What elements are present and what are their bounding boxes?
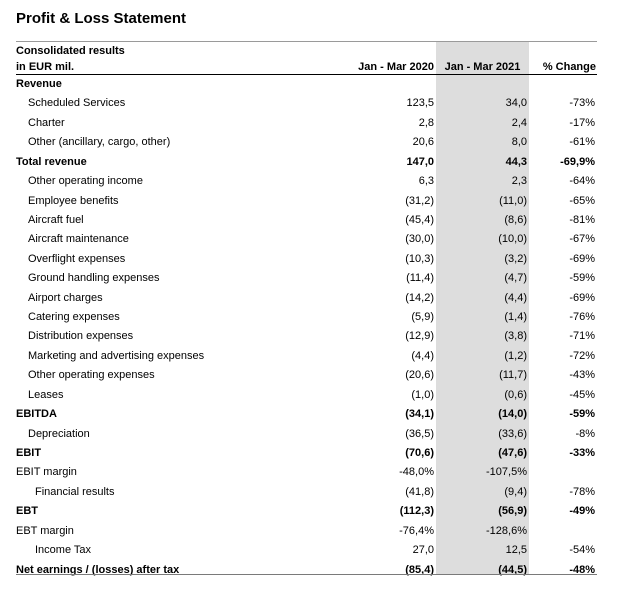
value-2021: (14,0) [498,408,527,421]
row-label: Airport charges [28,291,103,304]
value-change: -67% [569,233,595,246]
value-2021: (10,0) [498,233,527,246]
value-2021: (1,4) [504,311,527,324]
row-label: Net earnings / (losses) after tax [16,563,180,576]
value-change: -69% [569,252,595,265]
table-row [16,172,597,191]
value-2021: (0,6) [504,388,527,401]
value-change: -64% [569,175,595,188]
value-change: -8% [575,427,595,440]
row-label: Financial results [35,485,115,498]
row-label: Ground handling expenses [28,272,160,285]
row-label: Leases [28,388,64,401]
value-2021: (1,2) [504,349,527,362]
value-change: -59% [569,272,595,285]
value-change: -48% [569,563,595,576]
table-row [16,463,597,482]
row-label: Other operating expenses [28,369,155,382]
value-2021: (3,2) [504,252,527,265]
value-change: -65% [569,194,595,207]
table-row [16,502,597,521]
header-label-line2: in EUR mil. [16,61,75,73]
row-label: Aircraft maintenance [28,233,129,246]
value-change: -78% [569,485,595,498]
table-row [16,561,597,580]
value-change: -69% [569,291,595,304]
value-2020: (31,2) [405,194,434,207]
value-2021: (47,6) [498,447,527,460]
value-2021: (44,5) [498,563,527,576]
value-2020: (10,3) [405,252,434,265]
table-row [16,192,597,211]
value-2020: 6,3 [418,175,434,188]
table-row [16,308,597,327]
value-2021: (33,6) [498,427,527,440]
page-title: Profit & Loss Statement [16,10,187,27]
value-2021: -128,6% [486,524,527,537]
value-2021: (8,6) [504,213,527,226]
row-label: Marketing and advertising expenses [28,349,205,362]
value-change: -45% [569,388,595,401]
table-row [16,444,597,463]
value-change: -59% [569,408,595,421]
value-change: -71% [569,330,595,343]
table-row [16,94,597,113]
value-2020: 123,5 [406,97,434,110]
row-label: Catering expenses [28,311,120,324]
value-change: -72% [569,349,595,362]
table-row [16,405,597,424]
value-2021: 44,3 [505,155,527,168]
table-row [16,425,597,444]
value-2020: (1,0) [411,388,434,401]
value-2021: (56,9) [498,505,527,518]
value-2020: (11,4) [406,272,434,285]
row-label: EBIT margin [16,466,77,479]
row-label: Revenue [16,78,62,90]
row-label: EBT margin [16,524,74,537]
table-row [16,211,597,230]
value-change: -69,9% [560,155,595,168]
table-row [16,250,597,269]
table-row [16,75,597,94]
row-label: Income Tax [35,544,92,557]
value-change: -61% [569,136,595,149]
header-label-line1: Consolidated results [16,45,125,57]
value-change: -73% [569,97,595,110]
statement-table [16,75,597,580]
value-change: -33% [569,447,595,460]
value-2021: (4,7) [504,272,527,285]
row-label: Overflight expenses [28,252,126,265]
row-label: Depreciation [28,427,90,440]
table-row [16,366,597,385]
value-2020: (70,6) [405,447,434,460]
value-2020: (12,9) [405,330,434,343]
table-row [16,133,597,152]
value-2021: (4,4) [504,291,527,304]
value-change: -49% [569,505,595,518]
row-label: EBT [16,505,38,518]
row-label: Charter [28,116,65,129]
row-label: EBITDA [16,408,57,421]
table-row [16,327,597,346]
value-2021: (11,0) [499,194,527,207]
row-label: Total revenue [16,155,87,168]
table-row [16,114,597,133]
value-2020: (20,6) [405,369,434,382]
value-2021: (3,8) [504,330,527,343]
table-row [16,522,597,541]
value-2020: (41,8) [405,485,434,498]
row-label: Distribution expenses [28,330,134,343]
value-2020: -76,4% [399,524,434,537]
value-2020: (30,0) [405,233,434,246]
value-2020: (112,3) [399,505,434,518]
value-2020: (14,2) [405,291,434,304]
value-2021: (11,7) [499,369,527,382]
table-row [16,269,597,288]
value-2020: (5,9) [411,311,434,324]
table-row [16,230,597,249]
table-row [16,483,597,502]
value-2020: (36,5) [405,427,434,440]
value-2021: (9,4) [504,485,527,498]
value-2020: 20,6 [412,136,434,149]
table-row [16,289,597,308]
value-2020: 147,0 [406,155,434,168]
table-row [16,153,597,172]
column-header-2020: Jan - Mar 2020 [358,61,434,73]
value-2020: 27,0 [412,544,434,557]
value-2020: (4,4) [411,349,434,362]
row-label: Employee benefits [28,194,119,207]
row-label: Other operating income [28,175,143,188]
table-row [16,386,597,405]
value-change: -54% [569,544,595,557]
table-row [16,541,597,560]
value-2020: (34,1) [405,408,434,421]
row-label: Scheduled Services [28,97,126,110]
top-divider [16,41,597,42]
row-label: Other (ancillary, cargo, other) [28,136,171,149]
value-change: -43% [569,369,595,382]
value-2021: 8,0 [511,136,527,149]
column-header-2021: Jan - Mar 2021 [444,61,521,73]
value-change: -76% [569,311,595,324]
value-2020: (85,4) [405,563,434,576]
value-2020: 2,8 [418,116,434,129]
value-change: -17% [569,116,595,129]
value-2021: -107,5% [486,466,527,479]
row-label: EBIT [16,447,42,460]
value-2020: (45,4) [405,213,434,226]
row-label: Aircraft fuel [28,213,84,226]
value-2021: 34,0 [505,97,527,110]
value-2020: -48,0% [399,466,434,479]
value-2021: 2,3 [511,175,527,188]
column-header-change: % Change [542,61,596,73]
value-change: -81% [569,213,595,226]
value-2021: 12,5 [505,544,527,557]
bottom-divider [16,574,597,575]
table-row [16,347,597,366]
value-2021: 2,4 [511,116,527,129]
